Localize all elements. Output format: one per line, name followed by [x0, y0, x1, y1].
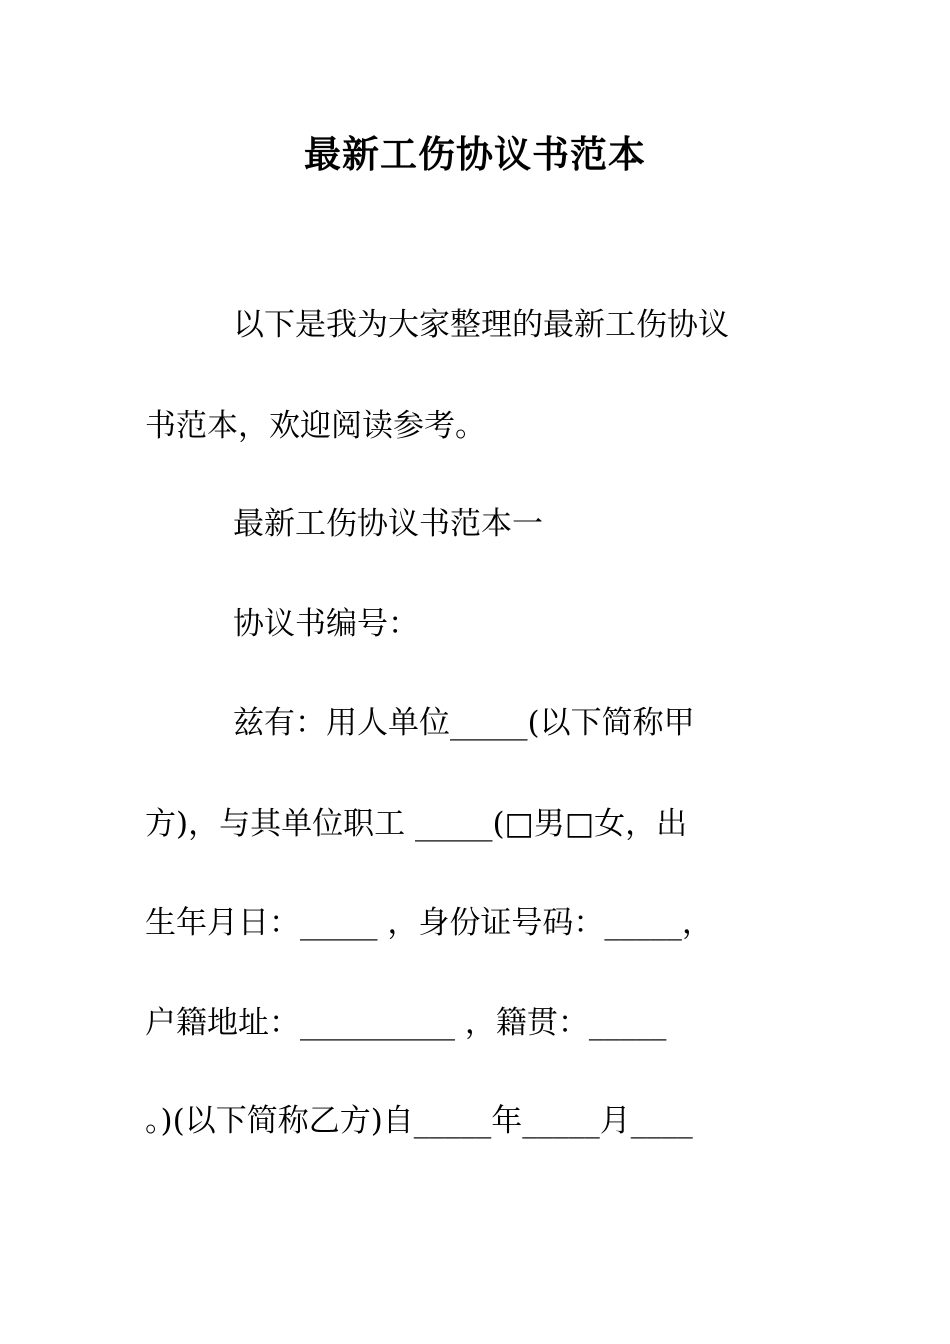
agreement-number-label: 协议书编号： — [233, 606, 419, 642]
body-line-3: 生年月日：_____ ，身份证号码：_____， — [145, 905, 713, 941]
document-title: 最新工伤协议书范本 — [304, 132, 646, 176]
section-heading: 最新工伤协议书范本一 — [233, 506, 543, 542]
body-line-5: 。)(以下简称乙方)自_____年_____月____ — [145, 1103, 693, 1139]
intro-line-2: 书范本，欢迎阅读参考。 — [145, 408, 486, 444]
body-line-4: 户籍地址：__________ ，籍贯：_____ — [145, 1005, 667, 1041]
body-line-1: 兹有：用人单位_____(以下简称甲 — [233, 705, 695, 741]
body-line-2: 方)，与其单位职工 _____(□男□女，出 — [145, 806, 688, 842]
intro-line-1: 以下是我为大家整理的最新工伤协议 — [233, 307, 729, 343]
